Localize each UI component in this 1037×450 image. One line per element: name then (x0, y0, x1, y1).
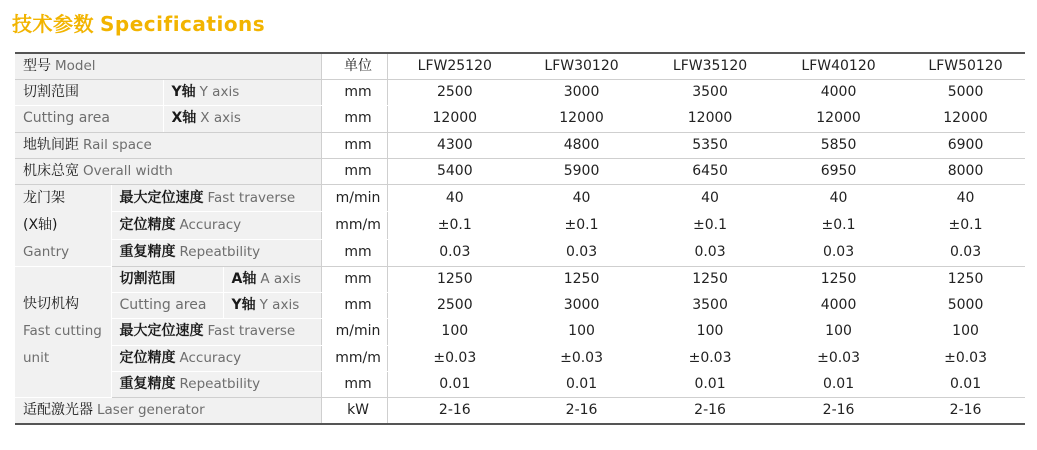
unit-cell: mm (321, 371, 387, 397)
value-cell: 6450 (641, 158, 771, 184)
value-cell: ±0.03 (641, 345, 771, 371)
value-cell: 2-16 (771, 397, 898, 424)
value-cell: 2500 (387, 293, 514, 319)
value-cell: 1250 (641, 266, 771, 292)
value-cell: 2-16 (514, 397, 641, 424)
x-axis-label: X轴 X axis (163, 106, 321, 132)
value-cell: 0.03 (898, 239, 1025, 266)
table-row (15, 184, 1025, 211)
value-cell: 40 (387, 184, 514, 211)
cutting-area-en: Cutting area (15, 106, 163, 132)
table-row (15, 80, 1025, 106)
cutting-area-zh: 切割范围 (15, 80, 163, 106)
table-row (15, 106, 1025, 132)
value-cell: 3000 (514, 293, 641, 319)
page-title (12, 8, 265, 37)
value-cell: 12000 (641, 106, 771, 132)
value-cell: 1250 (898, 266, 1025, 292)
value-cell: 0.01 (771, 371, 898, 397)
rail-space-label: 地轨间距 Rail space (15, 132, 321, 158)
value-cell: 5350 (641, 132, 771, 158)
unit-cell: mm/m (321, 212, 387, 239)
value-cell: 0.01 (898, 371, 1025, 397)
value-cell: 6950 (771, 158, 898, 184)
fast-cutting-area-en: Cutting area (111, 293, 223, 319)
value-cell: 12000 (771, 106, 898, 132)
table-row (15, 293, 1025, 319)
value-cell: 4000 (771, 293, 898, 319)
value-cell: ±0.1 (387, 212, 514, 239)
value-cell: 12000 (387, 106, 514, 132)
value-cell: 4800 (514, 132, 641, 158)
value-cell: 100 (771, 319, 898, 345)
unit-cell: kW (321, 397, 387, 424)
table-row (15, 345, 1025, 371)
value-cell: 2500 (387, 80, 514, 106)
header-row (15, 53, 1025, 80)
y-axis-label: Y轴 Y axis (163, 80, 321, 106)
value-cell: 0.01 (514, 371, 641, 397)
unit-cell: mm (321, 266, 387, 292)
value-cell: 40 (514, 184, 641, 211)
value-cell: ±0.03 (387, 345, 514, 371)
value-cell: 100 (898, 319, 1025, 345)
table-row (15, 239, 1025, 266)
value-cell: 0.03 (387, 239, 514, 266)
fast-y-axis-label: Y轴 Y axis (223, 293, 321, 319)
value-cell: ±0.03 (771, 345, 898, 371)
value-cell: 5000 (898, 293, 1025, 319)
table-row (15, 319, 1025, 345)
gantry-label: 龙门架 (X轴) Gantry (15, 184, 111, 266)
unit-cell: m/min (321, 184, 387, 211)
value-cell: 40 (771, 184, 898, 211)
laser-generator-label: 适配激光器 Laser generator (15, 397, 321, 424)
model-label: 型号 Model (15, 53, 321, 80)
fast-traverse-label: 最大定位速度 Fast traverse (111, 319, 321, 345)
overall-width-label: 机床总宽 Overall width (15, 158, 321, 184)
model-header: LFW40120 (771, 53, 898, 80)
value-cell: 2-16 (387, 397, 514, 424)
unit-cell: mm (321, 80, 387, 106)
model-header: LFW50120 (898, 53, 1025, 80)
value-cell: 12000 (514, 106, 641, 132)
value-cell: 40 (898, 184, 1025, 211)
value-cell: 100 (641, 319, 771, 345)
value-cell: ±0.03 (514, 345, 641, 371)
value-cell: 100 (387, 319, 514, 345)
value-cell: 3500 (641, 293, 771, 319)
value-cell: ±0.1 (771, 212, 898, 239)
fast-repeatability-label: 重复精度 Repeatbility (111, 371, 321, 397)
model-header: LFW35120 (641, 53, 771, 80)
table-row (15, 397, 1025, 424)
value-cell: ±0.03 (898, 345, 1025, 371)
table-row (15, 371, 1025, 397)
value-cell: 4300 (387, 132, 514, 158)
specifications-table (15, 52, 1025, 425)
value-cell: 0.03 (771, 239, 898, 266)
fast-cutting-area-zh: 切割范围 (111, 266, 223, 292)
value-cell: 0.03 (641, 239, 771, 266)
table-row (15, 132, 1025, 158)
a-axis-label: A轴 A axis (223, 266, 321, 292)
unit-cell: mm (321, 132, 387, 158)
unit-cell: mm (321, 106, 387, 132)
value-cell: 1250 (387, 266, 514, 292)
value-cell: 100 (514, 319, 641, 345)
fast-accuracy-label: 定位精度 Accuracy (111, 345, 321, 371)
value-cell: 2-16 (898, 397, 1025, 424)
unit-cell: mm (321, 239, 387, 266)
value-cell: 5000 (898, 80, 1025, 106)
value-cell: 5400 (387, 158, 514, 184)
unit-cell: mm (321, 158, 387, 184)
unit-cell: m/min (321, 319, 387, 345)
value-cell: 40 (641, 184, 771, 211)
value-cell: ±0.1 (514, 212, 641, 239)
title-en: Specifications (100, 12, 266, 36)
gantry-fast-traverse-label: 最大定位速度 Fast traverse (111, 184, 321, 211)
unit-header: 单位 (321, 53, 387, 80)
value-cell: 1250 (771, 266, 898, 292)
table-row (15, 266, 1025, 292)
value-cell: 0.01 (641, 371, 771, 397)
value-cell: 3000 (514, 80, 641, 106)
gantry-accuracy-label: 定位精度 Accuracy (111, 212, 321, 239)
value-cell: 5850 (771, 132, 898, 158)
value-cell: 12000 (898, 106, 1025, 132)
value-cell: ±0.1 (641, 212, 771, 239)
fast-cutting-unit-label: 快切机构 Fast cutting unit (15, 266, 111, 397)
value-cell: 0.03 (514, 239, 641, 266)
unit-cell: mm (321, 293, 387, 319)
table-row (15, 212, 1025, 239)
model-header: LFW30120 (514, 53, 641, 80)
unit-cell: mm/m (321, 345, 387, 371)
gantry-repeatability-label: 重复精度 Repeatbility (111, 239, 321, 266)
table-row (15, 158, 1025, 184)
value-cell: 0.01 (387, 371, 514, 397)
value-cell: ±0.1 (898, 212, 1025, 239)
value-cell: 2-16 (641, 397, 771, 424)
value-cell: 3500 (641, 80, 771, 106)
value-cell: 4000 (771, 80, 898, 106)
value-cell: 8000 (898, 158, 1025, 184)
value-cell: 6900 (898, 132, 1025, 158)
value-cell: 5900 (514, 158, 641, 184)
title-zh: 技术参数 (12, 12, 94, 36)
value-cell: 1250 (514, 266, 641, 292)
model-header: LFW25120 (387, 53, 514, 80)
